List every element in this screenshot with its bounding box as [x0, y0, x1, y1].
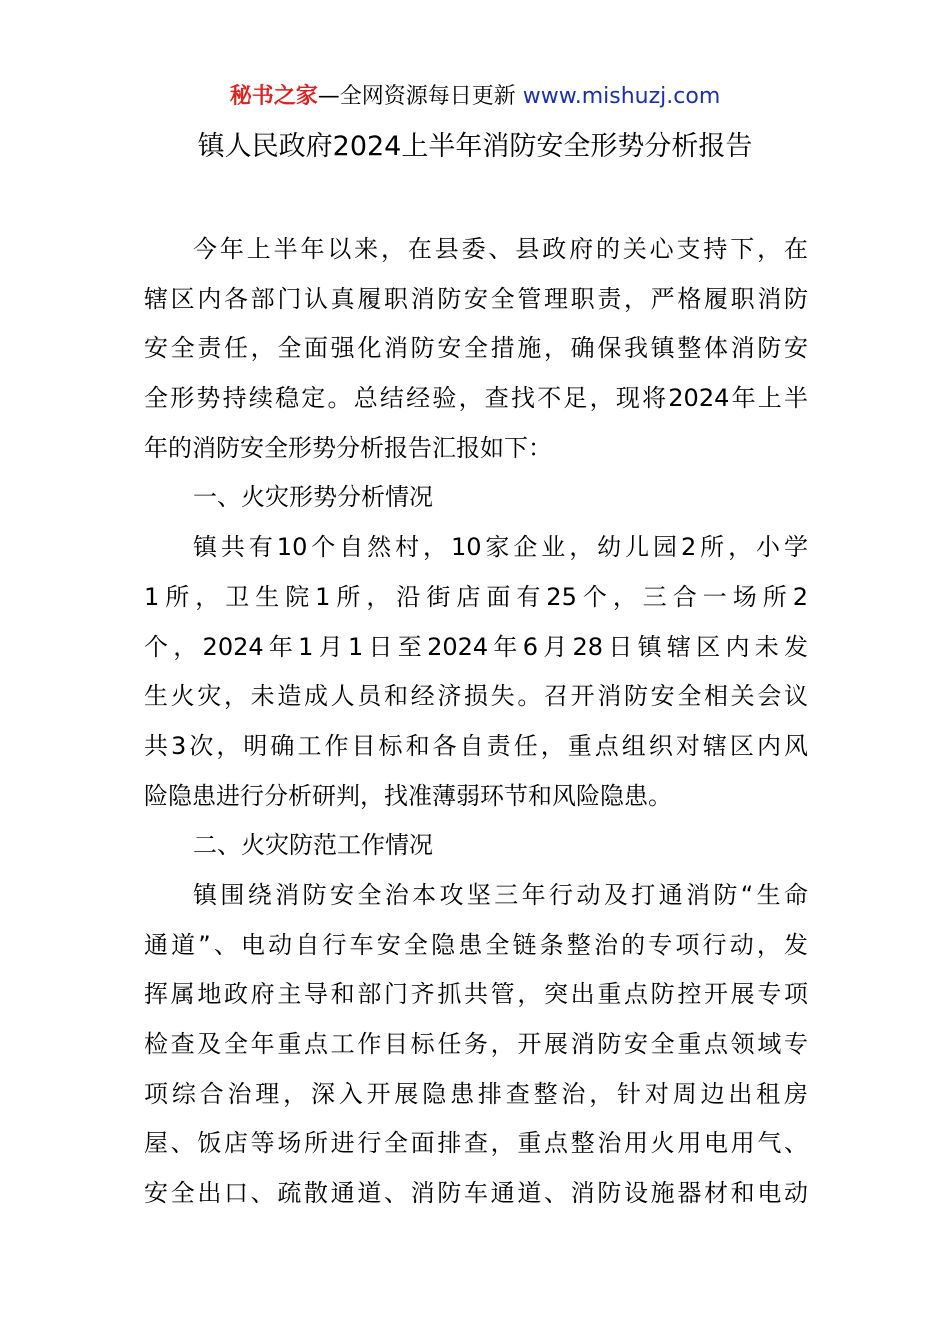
document-body [144, 225, 808, 1219]
paragraph-line: 挥属地政府主导和部门齐抓共管，突出重点防控开展专项 [144, 980, 808, 1009]
section-heading-line: 一、火灾形势分析情况 [193, 483, 433, 512]
paragraph-line: 镇围绕消防安全治本攻坚三年行动及打通消防“生命 [193, 880, 808, 909]
document-title: 镇人民政府2024上半年消防安全形势分析报告 [197, 131, 753, 162]
paragraph-line: 镇共有10个自然村，10家企业，幼儿园2所，小学 [193, 533, 808, 562]
site-header [0, 80, 950, 114]
brand-name: 秘书之家 [229, 84, 318, 109]
paragraph-line: 今年上半年以来，在县委、县政府的关心支持下，在 [193, 235, 808, 263]
site-url-link[interactable]: www.mishuzj.com [522, 84, 721, 109]
paragraph-line: 安全出口、疏散通道、消防车通道、消防设施器材和电动 [144, 1179, 808, 1208]
paragraph-line: 险隐患进行分析研判，找准薄弱环节和风险隐患。 [144, 781, 672, 810]
paragraph [144, 523, 808, 821]
paragraph-line: 个，2024年1月1日至2024年6月28日镇辖区内未发 [144, 632, 808, 661]
paragraph-line: 1所，卫生院1所，沿街店面有25个，三合一场所2 [144, 582, 808, 611]
paragraph-line: 共3次，明确工作目标和各自责任，重点组织对辖区内风 [144, 731, 808, 760]
section-heading [144, 473, 808, 523]
paragraph [144, 871, 808, 1219]
paragraph-line: 检查及全年重点工作目标任务，开展消防安全重点领域专 [144, 1030, 808, 1058]
paragraph-line: 项综合治理，深入开展隐患排查整治，针对周边出租房 [144, 1079, 808, 1108]
paragraph-line: 屋、饭店等场所进行全面排查，重点整治用火用电用气、 [144, 1129, 808, 1158]
paragraph-line: 安全责任，全面强化消防安全措施，确保我镇整体消防安 [144, 334, 808, 363]
header-tagline: —全网资源每日更新 [317, 84, 523, 109]
paragraph [144, 225, 808, 473]
section-heading-line: 二、火灾防范工作情况 [193, 831, 433, 860]
paragraph-line: 生火灾，未造成人员和经济损失。召开消防安全相关会议 [144, 682, 808, 711]
section-heading [144, 821, 808, 871]
paragraph-line: 年的消防安全形势分析报告汇报如下： [144, 433, 552, 462]
paragraph-line: 辖区内各部门认真履职消防安全管理职责，严格履职消防 [144, 284, 808, 313]
paragraph-line: 通道”、电动自行车安全隐患全链条整治的专项行动，发 [144, 930, 808, 959]
paragraph-line: 全形势持续稳定。总结经验，查找不足，现将2024年上半 [144, 384, 808, 413]
